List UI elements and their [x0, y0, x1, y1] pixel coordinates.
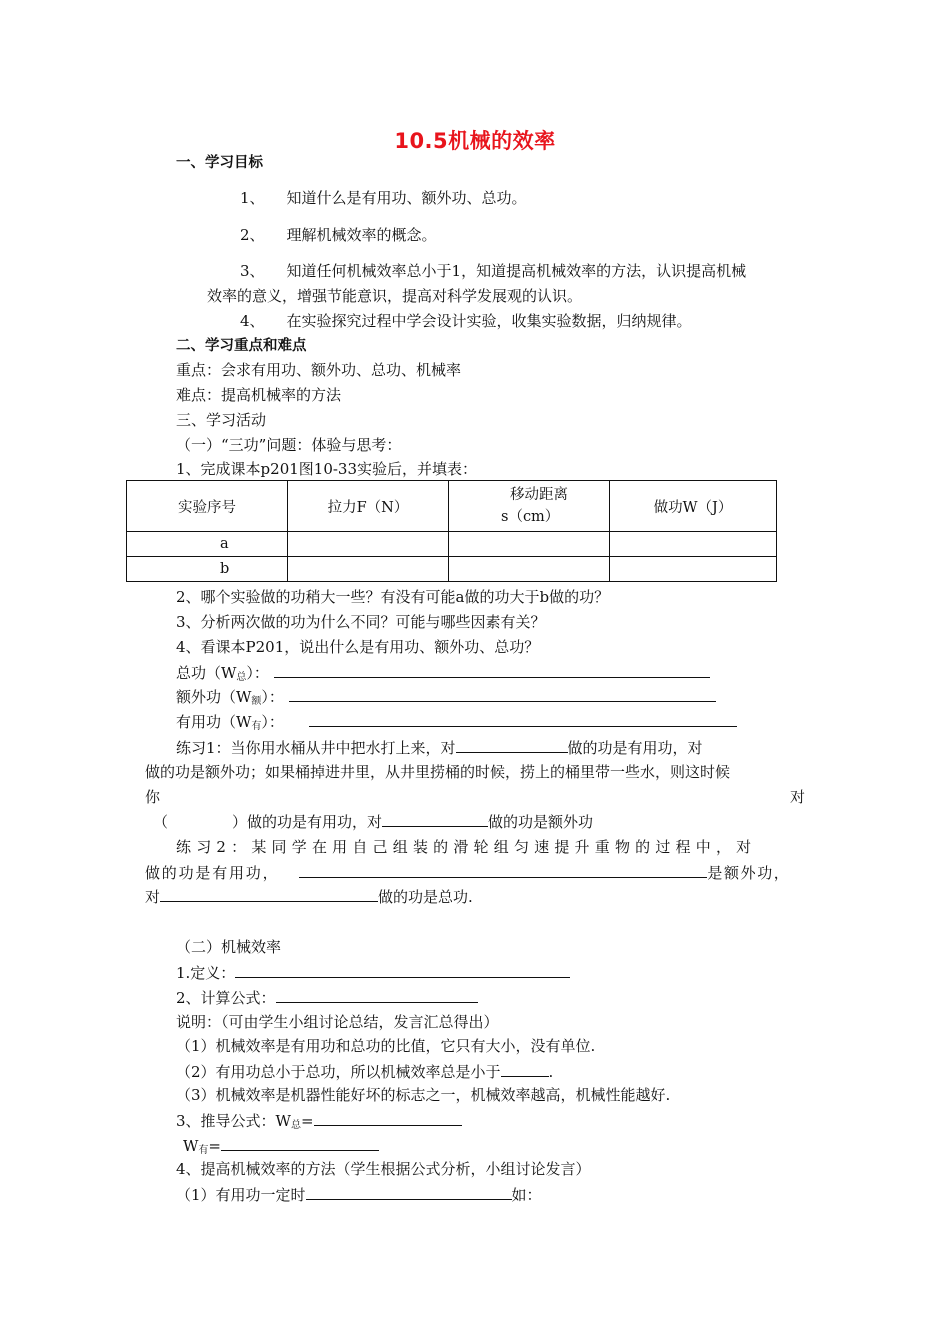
- header-pull-force: 拉力F（N）: [288, 481, 449, 532]
- derive-label: 3、推导公式：W: [176, 1112, 291, 1130]
- experiment-table: [126, 480, 777, 582]
- exercise-1-blank-2[interactable]: [382, 811, 488, 827]
- exercise-2-total: 做的功是总功.: [378, 888, 473, 906]
- header-distance-label: 移动距离: [510, 487, 568, 503]
- table-row: [127, 532, 777, 557]
- derive-subscript: 总: [290, 1120, 301, 1131]
- goal-item: [240, 225, 437, 245]
- useful-work-blank[interactable]: [309, 711, 737, 727]
- exercise-2-blank-1[interactable]: [299, 862, 707, 878]
- table-cell-input[interactable]: [288, 557, 449, 582]
- useful-formula-label: W: [183, 1137, 199, 1155]
- key-point: 重点：会求有用功、额外功、总功、机械率: [176, 361, 462, 379]
- improve-1-example: 如：: [511, 1186, 542, 1204]
- useful-work-line: [176, 711, 737, 737]
- goal-text: 在实验探究过程中学会设计实验，收集实验数据，归纳规律。: [286, 312, 692, 330]
- extra-work-blank[interactable]: [289, 686, 716, 702]
- useful-formula-line: [183, 1135, 379, 1161]
- total-work-subscript: 总: [236, 672, 247, 683]
- definition-label: 1.定义：: [176, 964, 236, 982]
- derive-total-blank[interactable]: [314, 1110, 462, 1126]
- useful-work-subscript: 有: [251, 721, 262, 732]
- exercise-2-useful: 做的功是有用功，: [145, 864, 280, 882]
- exercise-1-to: 对: [789, 788, 805, 806]
- exercise-2-line-1: 练习2：某同学在用自己组装的滑轮组匀速提升重物的过程中，对: [176, 838, 757, 856]
- table-cell-input[interactable]: [610, 532, 777, 557]
- exercise-1-line-2: 做的功是额外功；如果桶掉进井里，从井里捞桶的时候，捞上的桶里带一些水，则这时候: [145, 763, 731, 781]
- useful-work-colon: ）：: [261, 713, 284, 731]
- total-work-line: [176, 662, 710, 688]
- definition-blank[interactable]: [235, 962, 570, 978]
- goal-text: 理解机械效率的概念。: [286, 226, 437, 244]
- extra-work-colon: ）：: [261, 688, 284, 706]
- section-heading-goals: 一、学习目标: [176, 155, 263, 171]
- note-3: （3）机械效率是机器性能好坏的标志之一，机械效率越高，机械性能越好.: [176, 1086, 671, 1104]
- question-1: 1、完成课本p201图10-33实验后，并填表：: [176, 460, 478, 478]
- total-work-label: 总功（W: [176, 664, 237, 682]
- page-title: 10.5机械的效率: [394, 129, 556, 153]
- extra-work-line: [176, 686, 716, 712]
- exercise-2-line-2: [145, 862, 790, 883]
- goal-text: 知道任何机械效率总小于1，知道提高机械效率的方法，认识提高机械: [286, 262, 747, 280]
- row-label: a: [127, 532, 288, 557]
- header-distance: [449, 481, 610, 532]
- improve-1: [176, 1184, 542, 1205]
- exercise-1-blank-1[interactable]: [456, 737, 568, 753]
- exercise-1-extra: 做的功是额外功: [488, 813, 594, 831]
- goal-number: 4、: [240, 312, 265, 330]
- exercise-2-line-3: [145, 886, 473, 907]
- exercise-1-open-paren: （: [153, 813, 169, 831]
- subsection-efficiency: （二）机械效率: [176, 938, 282, 956]
- goal-text-continued: 效率的意义，增强节能意识，提高对科学发展观的认识。: [207, 287, 583, 305]
- note-2-blank[interactable]: [501, 1061, 549, 1077]
- row-label: b: [127, 557, 288, 582]
- header-experiment-no: 实验序号: [127, 481, 288, 532]
- formula-label: 2、计算公式：: [176, 989, 276, 1007]
- goal-text: 知道什么是有用功、额外功、总功。: [286, 189, 527, 207]
- note-2-text: （2）有用功总小于总功，所以机械效率总是小于: [176, 1063, 501, 1081]
- exercise-1-intro: 练习1：当你用水桶从井中把水打上来，对: [176, 739, 456, 757]
- exercise-1-line-4: [153, 811, 593, 832]
- table-header-row: [127, 481, 777, 532]
- formula-blank[interactable]: [276, 987, 478, 1003]
- table-row: [127, 557, 777, 582]
- goal-number: 3、: [240, 262, 265, 280]
- exercise-1-useful-2: ）做的功是有用功，对: [232, 813, 383, 831]
- exercise-1-useful: 做的功是有用功，对: [567, 739, 703, 757]
- note-2: [176, 1061, 553, 1082]
- useful-work-label: 有用功（W: [176, 713, 252, 731]
- goal-item: [240, 188, 527, 208]
- useful-formula-equals: =: [208, 1137, 221, 1155]
- exercise-1-line-3: [145, 787, 805, 807]
- goal-item: [240, 261, 746, 281]
- improve-heading: 4、提高机械效率的方法（学生根据公式分析，小组讨论发言）: [176, 1160, 591, 1178]
- improve-1-text: （1）有用功一定时: [176, 1186, 306, 1204]
- table-cell-input[interactable]: [449, 557, 610, 582]
- exercise-1-you: 你: [145, 788, 161, 806]
- question-2: 2、哪个实验做的功稍大一些？有没有可能a做的功大于b做的功？: [176, 588, 610, 606]
- definition-line: [176, 962, 570, 983]
- improve-1-blank[interactable]: [306, 1184, 512, 1200]
- useful-formula-subscript: 有: [198, 1145, 209, 1156]
- question-4: 4、看课本P201，说出什么是有用功、额外功、总功？: [176, 638, 540, 656]
- table-cell-input[interactable]: [288, 532, 449, 557]
- header-distance-unit: s（cm）: [501, 509, 560, 525]
- note-2-period: .: [548, 1063, 554, 1081]
- exercise-2-to: 对: [145, 888, 161, 906]
- note-1: （1）机械效率是有用功和总功的比值，它只有大小，没有单位.: [176, 1037, 596, 1055]
- total-work-blank[interactable]: [274, 662, 710, 678]
- table-cell-input[interactable]: [610, 557, 777, 582]
- derive-equals: =: [300, 1112, 314, 1130]
- subsection-three-works: （一）“三功”问题：体验与思考：: [176, 436, 402, 454]
- goal-number: 2、: [240, 226, 265, 244]
- goal-item: [240, 311, 692, 331]
- extra-work-subscript: 额: [251, 696, 262, 707]
- derive-line: [176, 1110, 462, 1136]
- exercise-1-line-1: [176, 737, 805, 758]
- derive-useful-blank[interactable]: [221, 1135, 379, 1151]
- total-work-colon: ）：: [246, 664, 269, 682]
- question-3: 3、分析两次做的功为什么不同？可能与哪些因素有关？: [176, 613, 546, 631]
- formula-line: [176, 987, 478, 1008]
- goal-number: 1、: [240, 189, 265, 207]
- table-cell-input[interactable]: [449, 532, 610, 557]
- note-heading: 说明：（可由学生小组讨论总结，发言汇总得出）: [176, 1013, 499, 1031]
- extra-work-label: 额外功（W: [176, 688, 252, 706]
- exercise-2-extra: 是额外功，: [707, 864, 791, 882]
- exercise-1-text: [176, 737, 703, 758]
- exercise-2-blank-2[interactable]: [160, 886, 378, 902]
- header-work: 做功W（J）: [610, 481, 777, 532]
- section-heading-activities: 三、学习活动: [176, 411, 267, 429]
- section-heading-key-points: 二、学习重点和难点: [176, 338, 307, 354]
- difficulty: 难点：提高机械率的方法: [176, 386, 342, 404]
